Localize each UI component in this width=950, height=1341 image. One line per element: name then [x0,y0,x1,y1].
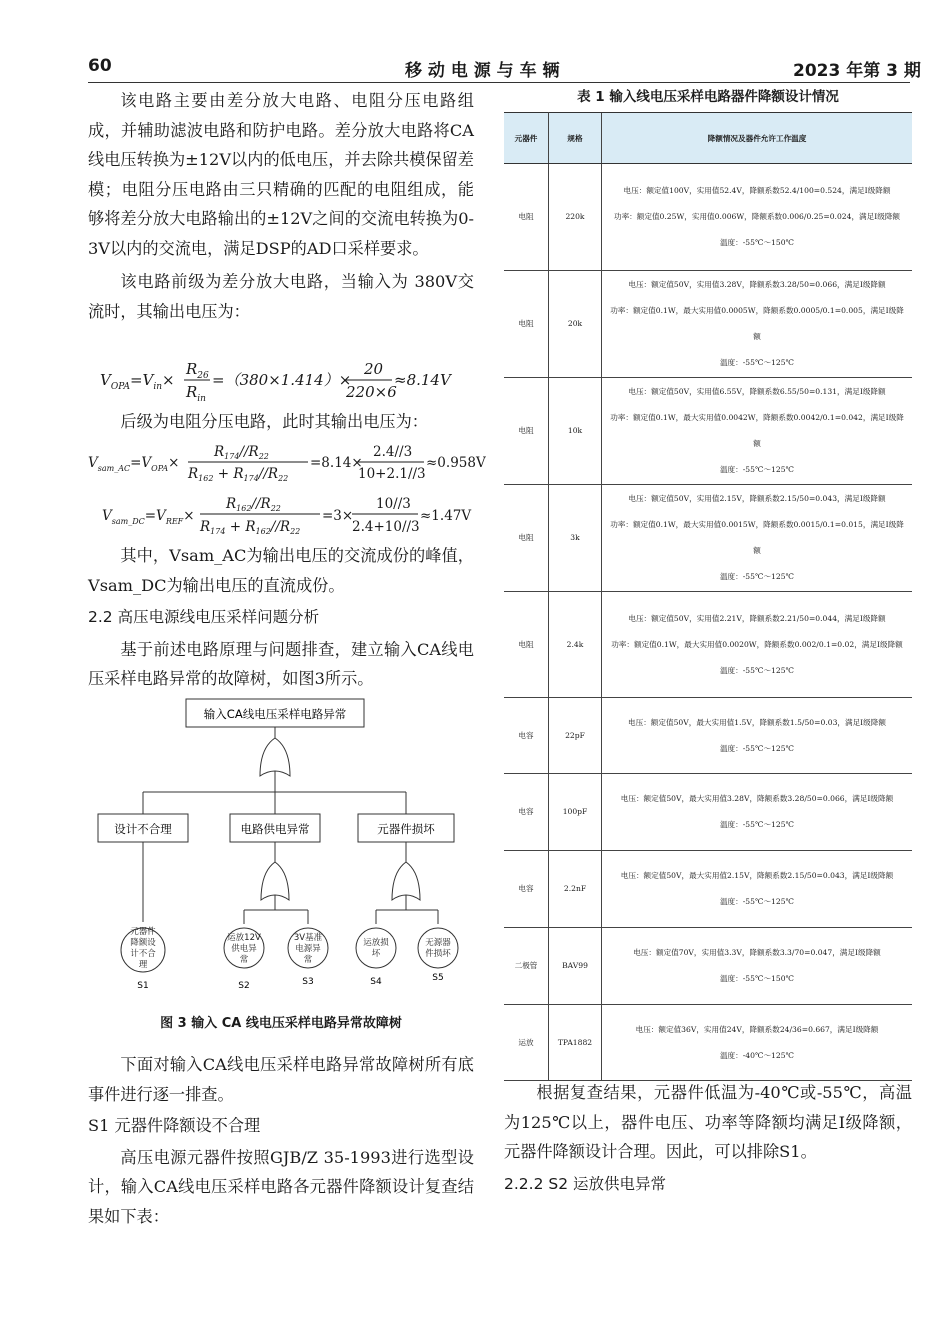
derating-line: 功率：额定值0.25W，实用值0.006W，降额系数0.006/0.25=0.024，满足I级降额 [613,212,901,221]
svg-text:20: 20 [364,360,384,378]
cell-component: 电阻 [504,271,549,378]
svg-text:2.4+10//3: 2.4+10//3 [352,519,420,535]
page-number: 60 [88,56,112,76]
derating-line: 温度：-55℃～125℃ [719,665,795,675]
derating-line: 温度：-55℃～150℃ [719,974,795,983]
cell-derating [602,378,913,485]
svg-text:R162//R22: $R_{162}//R_{22}$ [226,496,281,513]
derating-line: 电压：额定值50V，实用值6.55V，降额系数6.55/50=0.131，满足I级降额 [628,387,886,396]
derating-line: 电压：额定值50V，最大实用值3.28V，降额系数3.28/50=0.066，满足I级降额 [620,794,894,803]
label-S1: S1 [137,981,149,991]
derating-line: 温度：-55℃～125℃ [719,465,795,474]
svg-text:无源器件损坏: 无源器件损坏 [425,938,451,959]
label-S2: S2 [238,981,250,991]
svg-text:10//3: 10//3 [376,496,411,512]
eq1: $V_{OPA}=V_{in}\times$ [100,371,175,392]
fault-tree-top-event: 输入CA线电压采样电路异常 [203,707,347,721]
paragraph: 高压电源元器件按照GJB/Z 35-1993进行选型设计，输入CA线电压采样电路各元器件降额设计复查结果如下表： [88,1147,474,1226]
svg-text:3V基准电源异常: 3V基准电源异常 [293,933,323,965]
cell-spec: 100pF [549,774,602,851]
table-caption: 表 1 输入线电压采样电路器件降额设计情况 [577,89,839,105]
right-column [504,86,912,1081]
cell-derating [602,698,913,774]
figure-caption: 图 3 输入 CA 线电压采样电路异常故障树 [160,1016,402,1031]
derating-line: 电压：额定值70V，实用值3.3V，降额系数3.3/70=0.047，满足I级降额 [633,948,881,957]
svg-text:R162 + R174//R22: $R_{162} + R_{174}//R_{22}$ [188,466,289,483]
derating-line: 电压：额定值100V，实用值52.4V，降额系数52.4/100=0.524，满足I级降额 [623,186,891,195]
derating-table [504,112,912,1081]
col-header-spec: 规格 [549,113,602,164]
svg-text:Rin: $R_{in}$ [186,383,206,404]
label-S5: S5 [432,973,444,983]
table-row [504,271,912,378]
svg-text:R26: $R_{26}$ [186,360,209,381]
derating-line: 温度：-40℃～125℃ [719,1050,795,1060]
table-row [504,485,912,592]
journal-title: 移 动 电 源 与 车 辆 [405,61,560,81]
table-row [504,851,912,928]
cell-component: 电容 [504,851,549,928]
cell-spec: BAV99 [549,928,602,1005]
cell-derating [602,851,913,928]
cell-component: 电阻 [504,485,549,592]
cell-derating [602,592,913,698]
cell-derating [602,774,913,851]
label-S4: S4 [370,977,382,987]
equations-2 [88,436,486,546]
paragraph: 下面对输入CA线电压采样电路异常故障树所有底事件进行逐一排查。 [88,1055,474,1104]
paragraph: 基于前述电路原理与问题排查，建立输入CA线电压采样电路异常的故障树，如图3所示。 [88,639,474,688]
cell-derating [602,271,913,378]
svg-text:运放12V供电异常: 运放12V 供电异常 [227,933,261,965]
cell-spec: 20k [549,271,602,378]
svg-text:=8.14×: =8.14× [310,455,363,471]
fault-tree-figure [88,696,474,996]
cell-derating [602,928,913,1005]
derating-line: 电压：额定值36V，实用值24V，降额系数24/36=0.667，满足I级降额 [635,1024,879,1034]
svg-text:运放损坏: 运放损坏 [363,938,389,959]
table-header-row [504,113,912,164]
header-rule [88,82,910,83]
derating-line: 电压：额定值50V，实用值2.21V，降额系数2.21/50=0.044，满足I级降额 [628,613,886,623]
derating-line: 功率：额定值0.1W，最大实用值0.0020W，降额系数0.002/0.1=0.02，满足I级降额 [611,639,903,649]
derating-line: 功率：额定值0.1W，最大实用值0.0015W，降额系数0.0015/0.1=0.015，满足I级降额 [610,520,904,555]
subsection-heading: S1 元器件降额设不合理 [88,1116,261,1135]
cell-spec: 2.4k [549,592,602,698]
svg-text:220×6: 220×6 [346,383,397,401]
derating-line: 电压：额定值50V，最大实用值1.5V，降额系数1.5/50=0.03，满足I级降额 [628,717,886,727]
cell-component: 电阻 [504,164,549,271]
derating-line: 温度：-55℃～125℃ [719,743,795,753]
cell-derating [602,1005,913,1081]
svg-text:10+2.1//3: 10+2.1//3 [358,466,426,482]
derating-line: 温度：-55℃～125℃ [719,358,795,367]
svg-text:2.4//3: 2.4//3 [373,444,413,460]
cell-component: 电阻 [504,378,549,485]
basic-event-S5 [418,928,458,968]
derating-line: 温度：-55℃～125℃ [719,820,795,829]
paragraph: 其中，Vsam_AC为输出电压的交流成份的峰值，Vsam_DC为输出电压的直流成份。 [88,546,474,595]
derating-line: 温度：-55℃～125℃ [719,572,795,581]
cell-derating [602,485,913,592]
cell-component: 电容 [504,774,549,851]
svg-text:Vsam_DC=VREF×: $V_{sam\_DC}=V_{REF}\times$ [102,508,195,526]
basic-event-S4 [356,928,396,968]
cell-spec: 22pF [549,698,602,774]
svg-text:R174 + R162//R22: $R_{174} + R_{162}//R_{22}$ [200,519,301,536]
paragraph: 后级为电阻分压电路，此时其输出电压为： [120,412,428,431]
derating-line: 功率：额定值0.1W，最大实用值0.0042W，降额系数0.0042/0.1=0.042，满足I级降额 [610,413,904,448]
derating-line: 电压：额定值50V，实用值3.28V，降额系数3.28/50=0.066，满足I级降额 [628,280,886,289]
cell-spec: TPA1882 [549,1005,602,1081]
eq3 [102,496,471,536]
or-gate-icon [260,738,290,776]
svg-text:=（380×1.414）×: =（380×1.414）× [212,371,352,389]
svg-text:元器件降额设计不合理: 元器件降额设计不合理 [130,927,156,970]
svg-text:≈8.14V: ≈8.14V [394,371,451,389]
paragraph: 该电路前级为差分放大电路，当输入为 380V交流时，其输出电压为： [88,272,474,321]
cell-spec: 3k [549,485,602,592]
table-row [504,1005,912,1081]
cell-spec: 10k [549,378,602,485]
derating-line: 温度：-55℃～125℃ [719,897,795,906]
table-row [504,164,912,271]
mid-event-design: 设计不合理 [114,822,172,836]
or-gate-icon [261,862,289,900]
col-header-derating: 降额情况及器件允许工作温度 [602,113,913,164]
table-row [504,698,912,774]
derating-line: 功率：额定值0.1W，最大实用值0.0005W，降额系数0.0005/0.1=0.005，满足I级降额 [610,306,904,341]
svg-text:=3×: =3× [322,508,354,524]
table-row [504,592,912,698]
cell-component: 二极管 [504,928,549,1005]
derating-line: 电压：额定值50V，实用值2.15V，降额系数2.15/50=0.043，满足I级降额 [628,494,886,503]
issue-label: 2023 年第 3 期 [793,61,921,81]
mid-event-damage: 元器件损坏 [377,822,435,836]
cell-component: 运放 [504,1005,549,1081]
cell-spec: 220k [549,164,602,271]
cell-derating [602,164,913,271]
svg-text:R174//R22: $R_{174}//R_{22}$ [214,444,269,461]
svg-text:≈1.47V: ≈1.47V [420,508,472,524]
or-gate-icon [392,862,420,900]
svg-text:Vsam_AC=VOPA×: $V_{sam\_AC}=V_{OPA}\times$ [88,455,180,473]
paragraph: 根据复查结果，元器件低温为-40℃或-55℃，高温为125℃以上，器件电压、功率等降额均满足I级降额，元器件降额设计合理。因此，可以排除S1。 [504,1083,912,1161]
table-row [504,774,912,851]
cell-spec: 2.2nF [549,851,602,928]
paragraph: 该电路主要由差分放大电路、电阻分压电路组成，并辅助滤波电路和防护电路。差分放大电路将CA线电压转换为±12V以内的低电压，并去除共模保留差模；电阻分压电路由三只精确的匹配的电阻组成，能够将差分放大电路输出的±12V之间的交流电转换为0-3V以内的交流电，满足DSP的AD口采样要求。 [88,91,474,258]
section-heading: 2.2 高压电源线电压采样问题分析 [88,608,320,626]
mid-event-power: 电路供电异常 [240,822,310,836]
eq2 [88,444,486,483]
table-row [504,928,912,1005]
table-row [504,378,912,485]
cell-component: 电阻 [504,592,549,698]
section-heading: 2.2.2 S2 运放供电异常 [504,1174,666,1193]
label-S3: S3 [302,977,314,987]
derating-line: 温度：-55℃～150℃ [719,238,795,247]
svg-text:≈0.958V: ≈0.958V [426,455,486,471]
col-header-component: 元器件 [504,113,549,164]
derating-line: 电压：额定值50V，最大实用值2.15V，降额系数2.15/50=0.043，满足I级降额 [620,871,894,880]
right-text [504,1078,912,1199]
cell-component: 电容 [504,698,549,774]
left-column [88,86,474,326]
